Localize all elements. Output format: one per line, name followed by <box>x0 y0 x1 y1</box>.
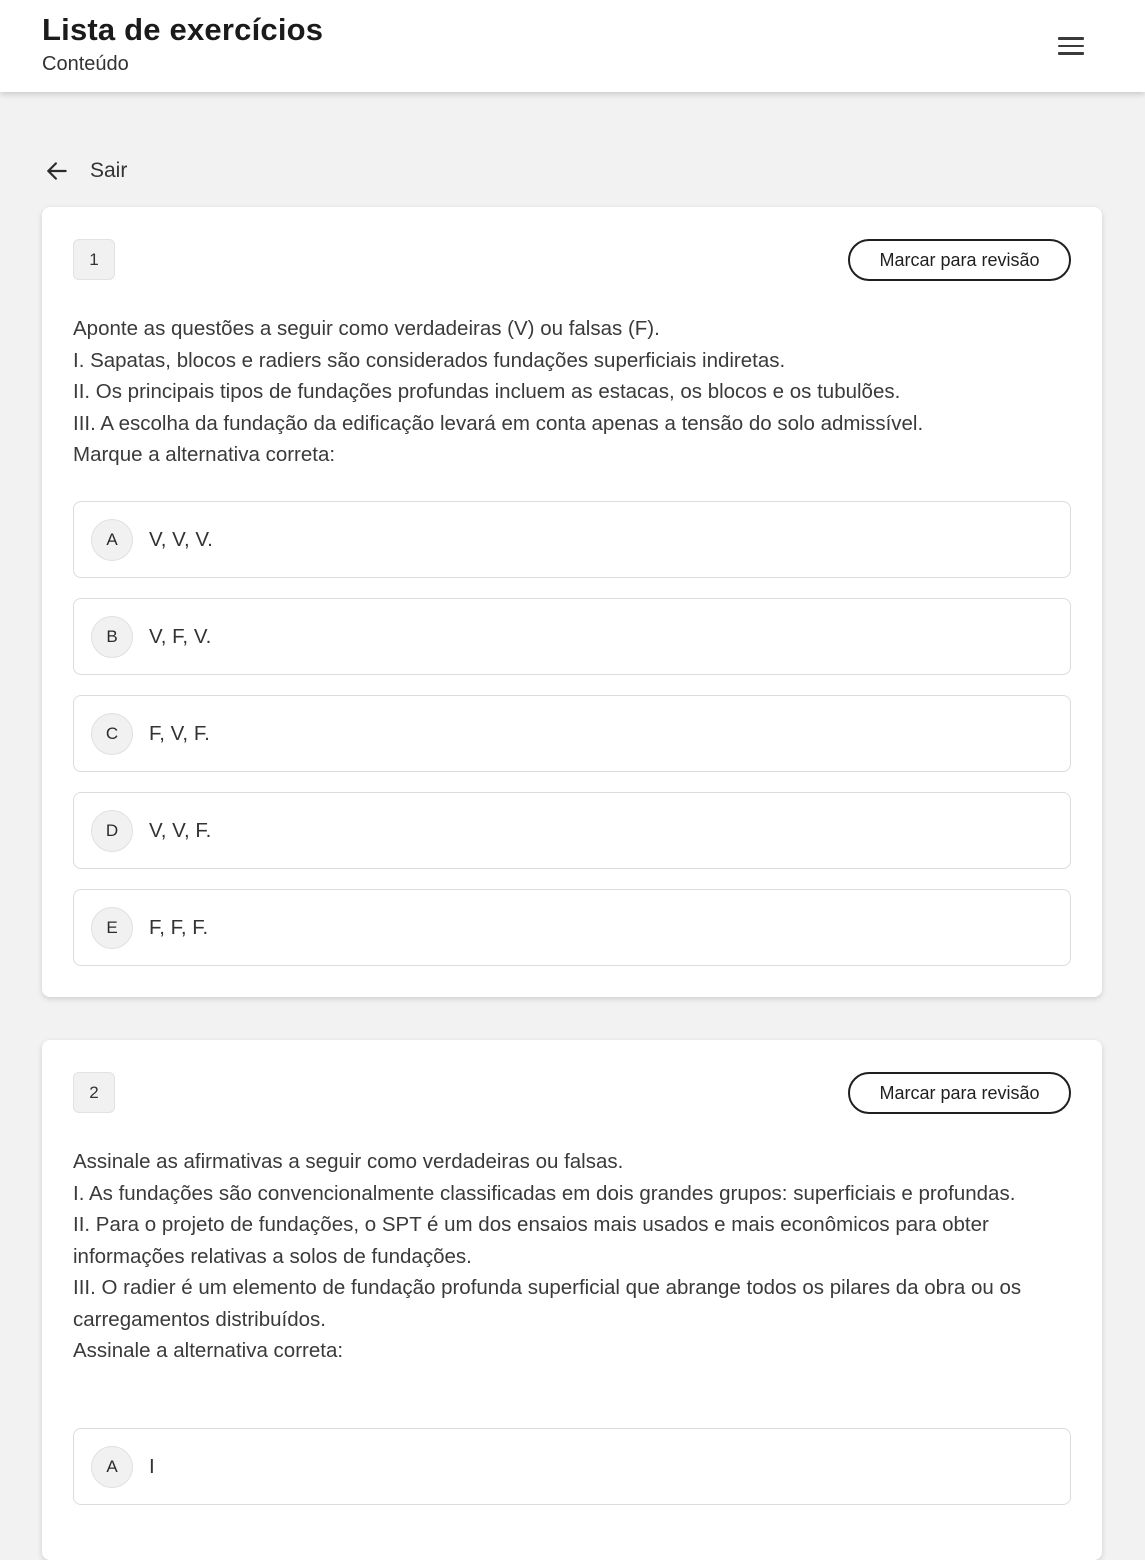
option-letter: B <box>91 616 133 658</box>
option-text: V, V, F. <box>149 818 212 842</box>
option-letter: E <box>91 907 133 949</box>
question-number: 1 <box>73 239 115 280</box>
question-statement <box>73 1146 1071 1367</box>
statement-line: Marque a alternativa correta: <box>73 443 336 466</box>
option-letter: A <box>91 519 133 561</box>
answer-options <box>73 1428 1071 1525</box>
option-text: V, V, V. <box>149 527 213 551</box>
answer-option-c[interactable] <box>73 695 1071 772</box>
question-card-2 <box>42 1040 1102 1560</box>
answer-option-d[interactable] <box>73 792 1071 869</box>
answer-option-e[interactable] <box>73 889 1071 966</box>
exit-label: Sair <box>90 159 128 182</box>
option-letter: C <box>91 713 133 755</box>
statement-line: I. Sapatas, blocos e radiers são considerados fundações superficiais indiretas. <box>73 348 786 372</box>
statement-line: II. Os principais tipos de fundações profundas incluem as estacas, os blocos e os tubulões. <box>73 380 901 403</box>
hamburger-menu-icon[interactable] <box>1052 30 1090 62</box>
statement-line: III. O radier é um elemento de fundação profunda superficial que abrange todos os pilares da obra ou os carregamentos distribuídos. <box>73 1276 1022 1331</box>
question-number: 2 <box>73 1072 115 1113</box>
option-text: F, F, F. <box>149 915 209 939</box>
top-app-bar <box>0 0 1145 92</box>
statement-line: I. As fundações são convencionalmente classificadas em dois grandes grupos: superficiais e profundas. <box>73 1181 1016 1205</box>
mark-for-review-button[interactable]: Marcar para revisão <box>848 1072 1071 1114</box>
option-letter: A <box>91 1446 133 1488</box>
page-subtitle: Conteúdo <box>42 53 129 75</box>
mark-for-review-button[interactable]: Marcar para revisão <box>848 239 1071 281</box>
statement-line: Assinale as afirmativas a seguir como verdadeiras ou falsas. <box>73 1150 624 1173</box>
answer-option-a[interactable] <box>73 1428 1071 1505</box>
option-text: F, V, F. <box>149 721 210 745</box>
page-title: Lista de exercícios <box>42 12 324 47</box>
option-letter: D <box>91 810 133 852</box>
option-text: I <box>149 1454 155 1478</box>
answer-options <box>73 501 1071 986</box>
answer-option-b[interactable] <box>73 598 1071 675</box>
statement-line: Assinale a alternativa correta: <box>73 1339 344 1362</box>
statement-line: III. A escolha da fundação da edificação levará em conta apenas a tensão do solo admissível. <box>73 411 924 435</box>
question-statement <box>73 313 1071 471</box>
exit-button[interactable] <box>44 155 127 187</box>
statement-line: Aponte as questões a seguir como verdadeiras (V) ou falsas (F). <box>73 317 660 340</box>
option-text: V, F, V. <box>149 624 212 648</box>
statement-line: II. Para o projeto de fundações, o SPT é um dos ensaios mais usados e mais econômicos para obter informações relativas a solos de fundações. <box>73 1213 989 1268</box>
answer-option-a[interactable] <box>73 501 1071 578</box>
question-card-1 <box>42 207 1102 997</box>
arrow-left-icon <box>44 158 70 184</box>
